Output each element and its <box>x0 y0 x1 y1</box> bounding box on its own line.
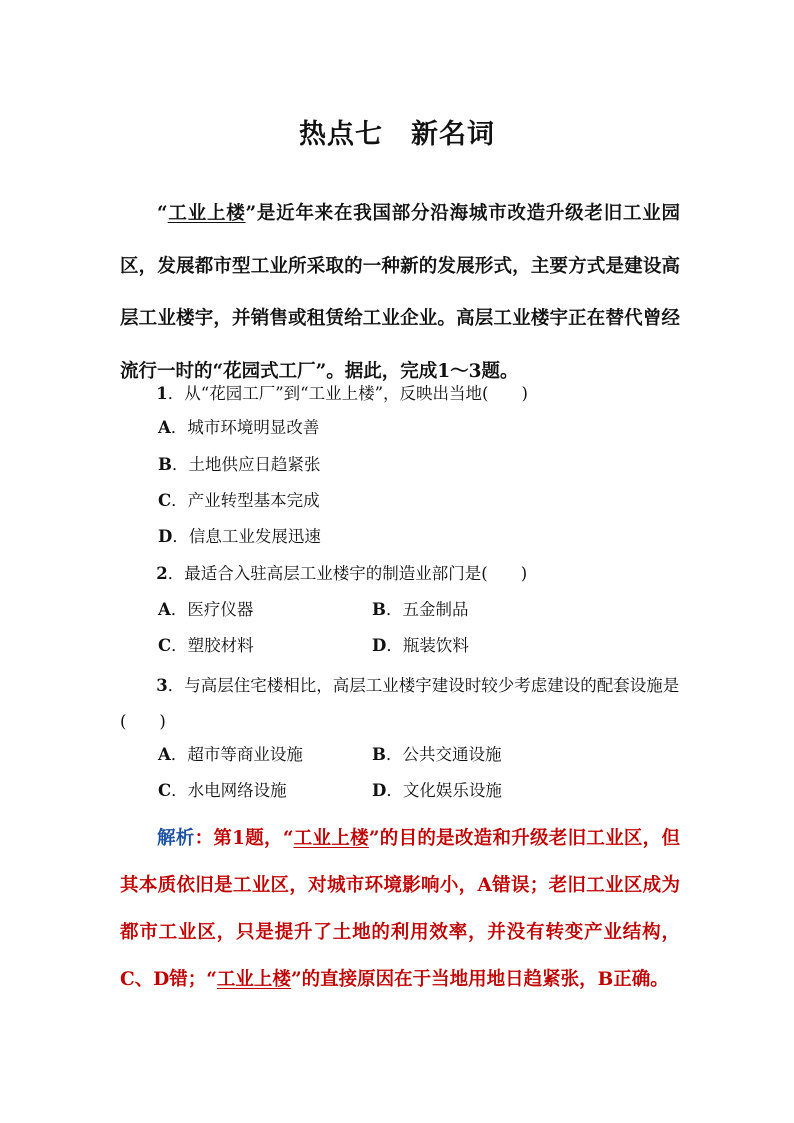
option-letter: C <box>158 636 172 655</box>
analysis-part-3: ”的直接原因在于当地用地日趋紧张，B正确。 <box>290 969 669 990</box>
option-text: ．塑胶材料 <box>171 636 254 655</box>
question-2-option-d[interactable] <box>372 632 469 660</box>
question-2-option-a[interactable] <box>158 596 253 624</box>
analysis-label: 解析 <box>157 828 195 849</box>
question-2-text: ．最适合入驻高层工业楼宇的制造业部门是( ) <box>167 564 528 583</box>
question-1-text: ．从“花园工厂”到“工业上楼”，反映出当地( ) <box>167 384 528 403</box>
question-1-stem <box>120 380 680 408</box>
question-2-stem <box>120 560 680 588</box>
question-3-option-a[interactable] <box>158 741 303 769</box>
question-1-option-d[interactable] <box>158 523 321 551</box>
option-letter: C <box>158 781 172 800</box>
option-text: ．五金制品 <box>385 600 469 619</box>
question-3-option-c[interactable] <box>158 777 287 805</box>
option-text: ．土地供应日趋紧张 <box>171 455 321 474</box>
option-letter: D <box>158 527 173 546</box>
option-letter: B <box>158 455 172 474</box>
option-letter: B <box>372 745 386 764</box>
option-text: ．产业转型基本完成 <box>171 491 320 510</box>
passage-open-quote: “ <box>157 203 168 224</box>
question-3-text: ．与高层住宅楼相比，高层工业楼宇建设时较少考虑建设的配套设施是( ) <box>120 676 680 731</box>
analysis-colon: ： <box>194 828 214 849</box>
question-3-option-d[interactable] <box>372 777 502 805</box>
question-1-option-a[interactable] <box>158 414 319 442</box>
reading-passage <box>120 188 680 398</box>
question-3-number: 3 <box>156 676 168 695</box>
option-text: ．信息工业发展迅速 <box>172 527 321 546</box>
analysis-part-2: ”的目的是改造和升级老旧工业区，但其本质依旧是工业区，对城市环境影响小，A错误；老旧工业区成为都市工业区，只是提升了土地的利用效率，并没有转变产业结构，C、D错；“ <box>120 828 680 990</box>
question-2-option-b[interactable] <box>372 596 468 624</box>
question-1-number: 1 <box>156 384 168 403</box>
analysis-term-1: 工业上楼 <box>293 828 369 849</box>
option-text: ．超市等商业设施 <box>170 745 303 764</box>
option-letter: A <box>158 418 171 437</box>
question-3-option-b[interactable] <box>372 741 501 769</box>
answer-analysis <box>120 815 680 1003</box>
option-letter: A <box>158 745 171 764</box>
option-letter: B <box>372 600 386 619</box>
question-1-option-b[interactable] <box>158 451 320 479</box>
option-letter: D <box>372 636 387 655</box>
option-letter: C <box>158 491 172 510</box>
option-letter: D <box>372 781 387 800</box>
analysis-term-2: 工业上楼 <box>216 969 291 990</box>
question-2-number: 2 <box>156 564 168 583</box>
passage-term: 工业上楼 <box>167 203 246 224</box>
option-text: ．医疗仪器 <box>170 600 254 619</box>
analysis-part-1: 第1题，“ <box>213 828 294 849</box>
question-1-option-c[interactable] <box>158 487 320 515</box>
option-text: ．水电网络设施 <box>171 781 287 800</box>
question-3-stem <box>120 668 680 740</box>
page-title: 热点七 新名词 <box>299 119 495 150</box>
question-2-option-c[interactable] <box>158 632 254 660</box>
passage-body: ”是近年来在我国部分沿海城市改造升级老旧工业园区，发展都市型工业所采取的一种新的发展形式，主要方式是建设高层工业楼宇，并销售或租赁给工业企业。高层工业楼宇正在替代曾经流行一时的“花园式工厂”。据此，完成1～3题。 <box>120 203 680 382</box>
option-text: ．文化娱乐设施 <box>386 781 502 800</box>
option-text: ．城市环境明显改善 <box>170 418 320 437</box>
option-text: ．公共交通设施 <box>385 745 502 764</box>
option-text: ．瓶装饮料 <box>386 636 469 655</box>
option-letter: A <box>158 600 171 619</box>
